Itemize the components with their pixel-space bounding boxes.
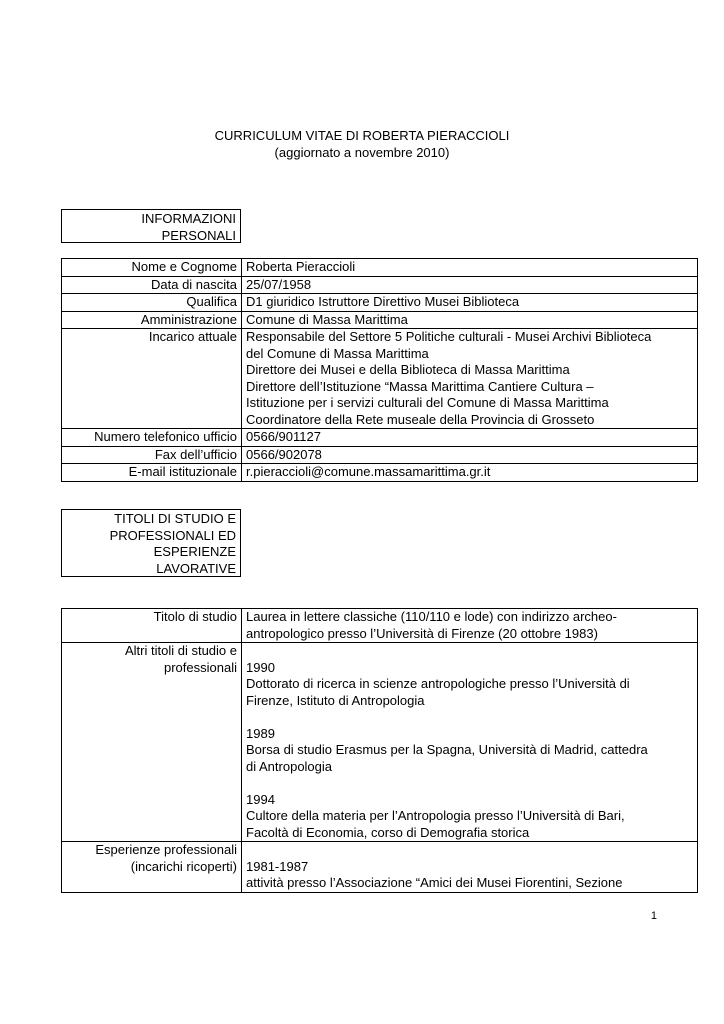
degree-line: antropologico presso l’Università di Firenze (20 ottobre 1983) xyxy=(246,625,598,641)
row-label: Numero telefonico ufficio xyxy=(62,429,242,447)
role-line: Coordinatore della Rete museale della Provincia di Grosseto xyxy=(246,411,595,427)
title-year: 1990 xyxy=(246,659,275,675)
section-heading-personal xyxy=(61,209,241,243)
title-year: 1989 xyxy=(246,725,275,741)
section-heading-line: ESPERIENZE xyxy=(153,544,236,559)
row-label xyxy=(62,842,242,893)
row-label: Fax dell’ufficio xyxy=(62,446,242,464)
label-line: Altri titoli di studio e xyxy=(125,643,237,658)
row-value: 25/07/1958 xyxy=(242,276,698,294)
degree-line: Laurea in lettere classiche (110/110 e lode) con indirizzo archeo- xyxy=(246,609,617,624)
title-year: 1994 xyxy=(246,791,275,807)
table-row xyxy=(62,643,698,842)
row-value: 0566/901127 xyxy=(242,429,698,447)
table-row xyxy=(62,294,698,312)
table-row xyxy=(62,329,698,429)
row-label: Amministrazione xyxy=(62,311,242,329)
role-line: Responsabile del Settore 5 Politiche culturali - Musei Archivi Biblioteca xyxy=(246,329,652,344)
row-value: Comune di Massa Marittima xyxy=(242,311,698,329)
row-label: E-mail istituzionale xyxy=(62,464,242,482)
label-line: professionali xyxy=(164,659,237,675)
row-label: Qualifica xyxy=(62,294,242,312)
role-line: Direttore dei Musei e della Biblioteca di Massa Marittima xyxy=(246,362,570,377)
row-label: Nome e Cognome xyxy=(62,259,242,277)
experience-line: attività presso l’Associazione “Amici dei Musei Fiorentini, Sezione xyxy=(246,875,623,890)
title-line: Cultore della materia per l’Antropologia presso l’Università di Bari, xyxy=(246,808,625,823)
experience-year: 1981-1987 xyxy=(246,858,309,874)
section-heading-line: PERSONALI xyxy=(161,227,236,243)
section-heading-line: TITOLI DI STUDIO E xyxy=(114,511,236,526)
title-line: Firenze, Istituto di Antropologia xyxy=(246,692,425,708)
document-subtitle: (aggiornato a novembre 2010) xyxy=(274,145,450,160)
table-row xyxy=(62,311,698,329)
row-value xyxy=(242,609,698,643)
row-label xyxy=(62,643,242,842)
row-value: 0566/902078 xyxy=(242,446,698,464)
table-row xyxy=(62,276,698,294)
row-value xyxy=(242,329,698,429)
personal-info-table xyxy=(61,258,698,482)
page-number: 1 xyxy=(650,910,657,922)
table-row xyxy=(62,464,698,482)
table-row xyxy=(62,609,698,643)
section-heading-line: LAVORATIVE xyxy=(156,560,236,576)
row-value: r.pieraccioli@comune.massamarittima.gr.it xyxy=(242,464,698,482)
title-line: Dottorato di ricerca in scienze antropologiche presso l’Università di xyxy=(246,676,630,691)
label-line: (incarichi ricoperti) xyxy=(130,858,237,874)
title-line: Borsa di studio Erasmus per la Spagna, Università di Madrid, cattedra xyxy=(246,742,648,757)
row-label: Titolo di studio xyxy=(62,609,242,643)
title-line: di Antropologia xyxy=(246,758,333,774)
row-value xyxy=(242,842,698,893)
row-label: Incarico attuale xyxy=(62,329,242,429)
role-line: Istituzione per i servizi culturali del Comune di Massa Marittima xyxy=(246,395,609,410)
role-line: Direttore dell’Istituzione “Massa Marittima Cantiere Cultura – xyxy=(246,378,594,394)
studies-table xyxy=(61,608,698,893)
row-value: Roberta Pieraccioli xyxy=(242,259,698,277)
table-row xyxy=(62,259,698,277)
title-line: Facoltà di Economia, corso di Demografia storica xyxy=(246,824,530,840)
table-row xyxy=(62,429,698,447)
section-heading-line: PROFESSIONALI ED xyxy=(109,527,236,543)
section-heading-studies xyxy=(61,509,241,577)
row-label: Data di nascita xyxy=(62,276,242,294)
table-row xyxy=(62,446,698,464)
document-title: CURRICULUM VITAE DI ROBERTA PIERACCIOLI xyxy=(214,128,510,143)
table-row xyxy=(62,842,698,893)
section-heading-line: INFORMAZIONI xyxy=(141,211,236,226)
label-line: Esperienze professionali xyxy=(95,842,237,857)
row-value xyxy=(242,643,698,842)
role-line: del Comune di Massa Marittima xyxy=(246,345,429,361)
row-value: D1 giuridico Istruttore Direttivo Musei Biblioteca xyxy=(242,294,698,312)
